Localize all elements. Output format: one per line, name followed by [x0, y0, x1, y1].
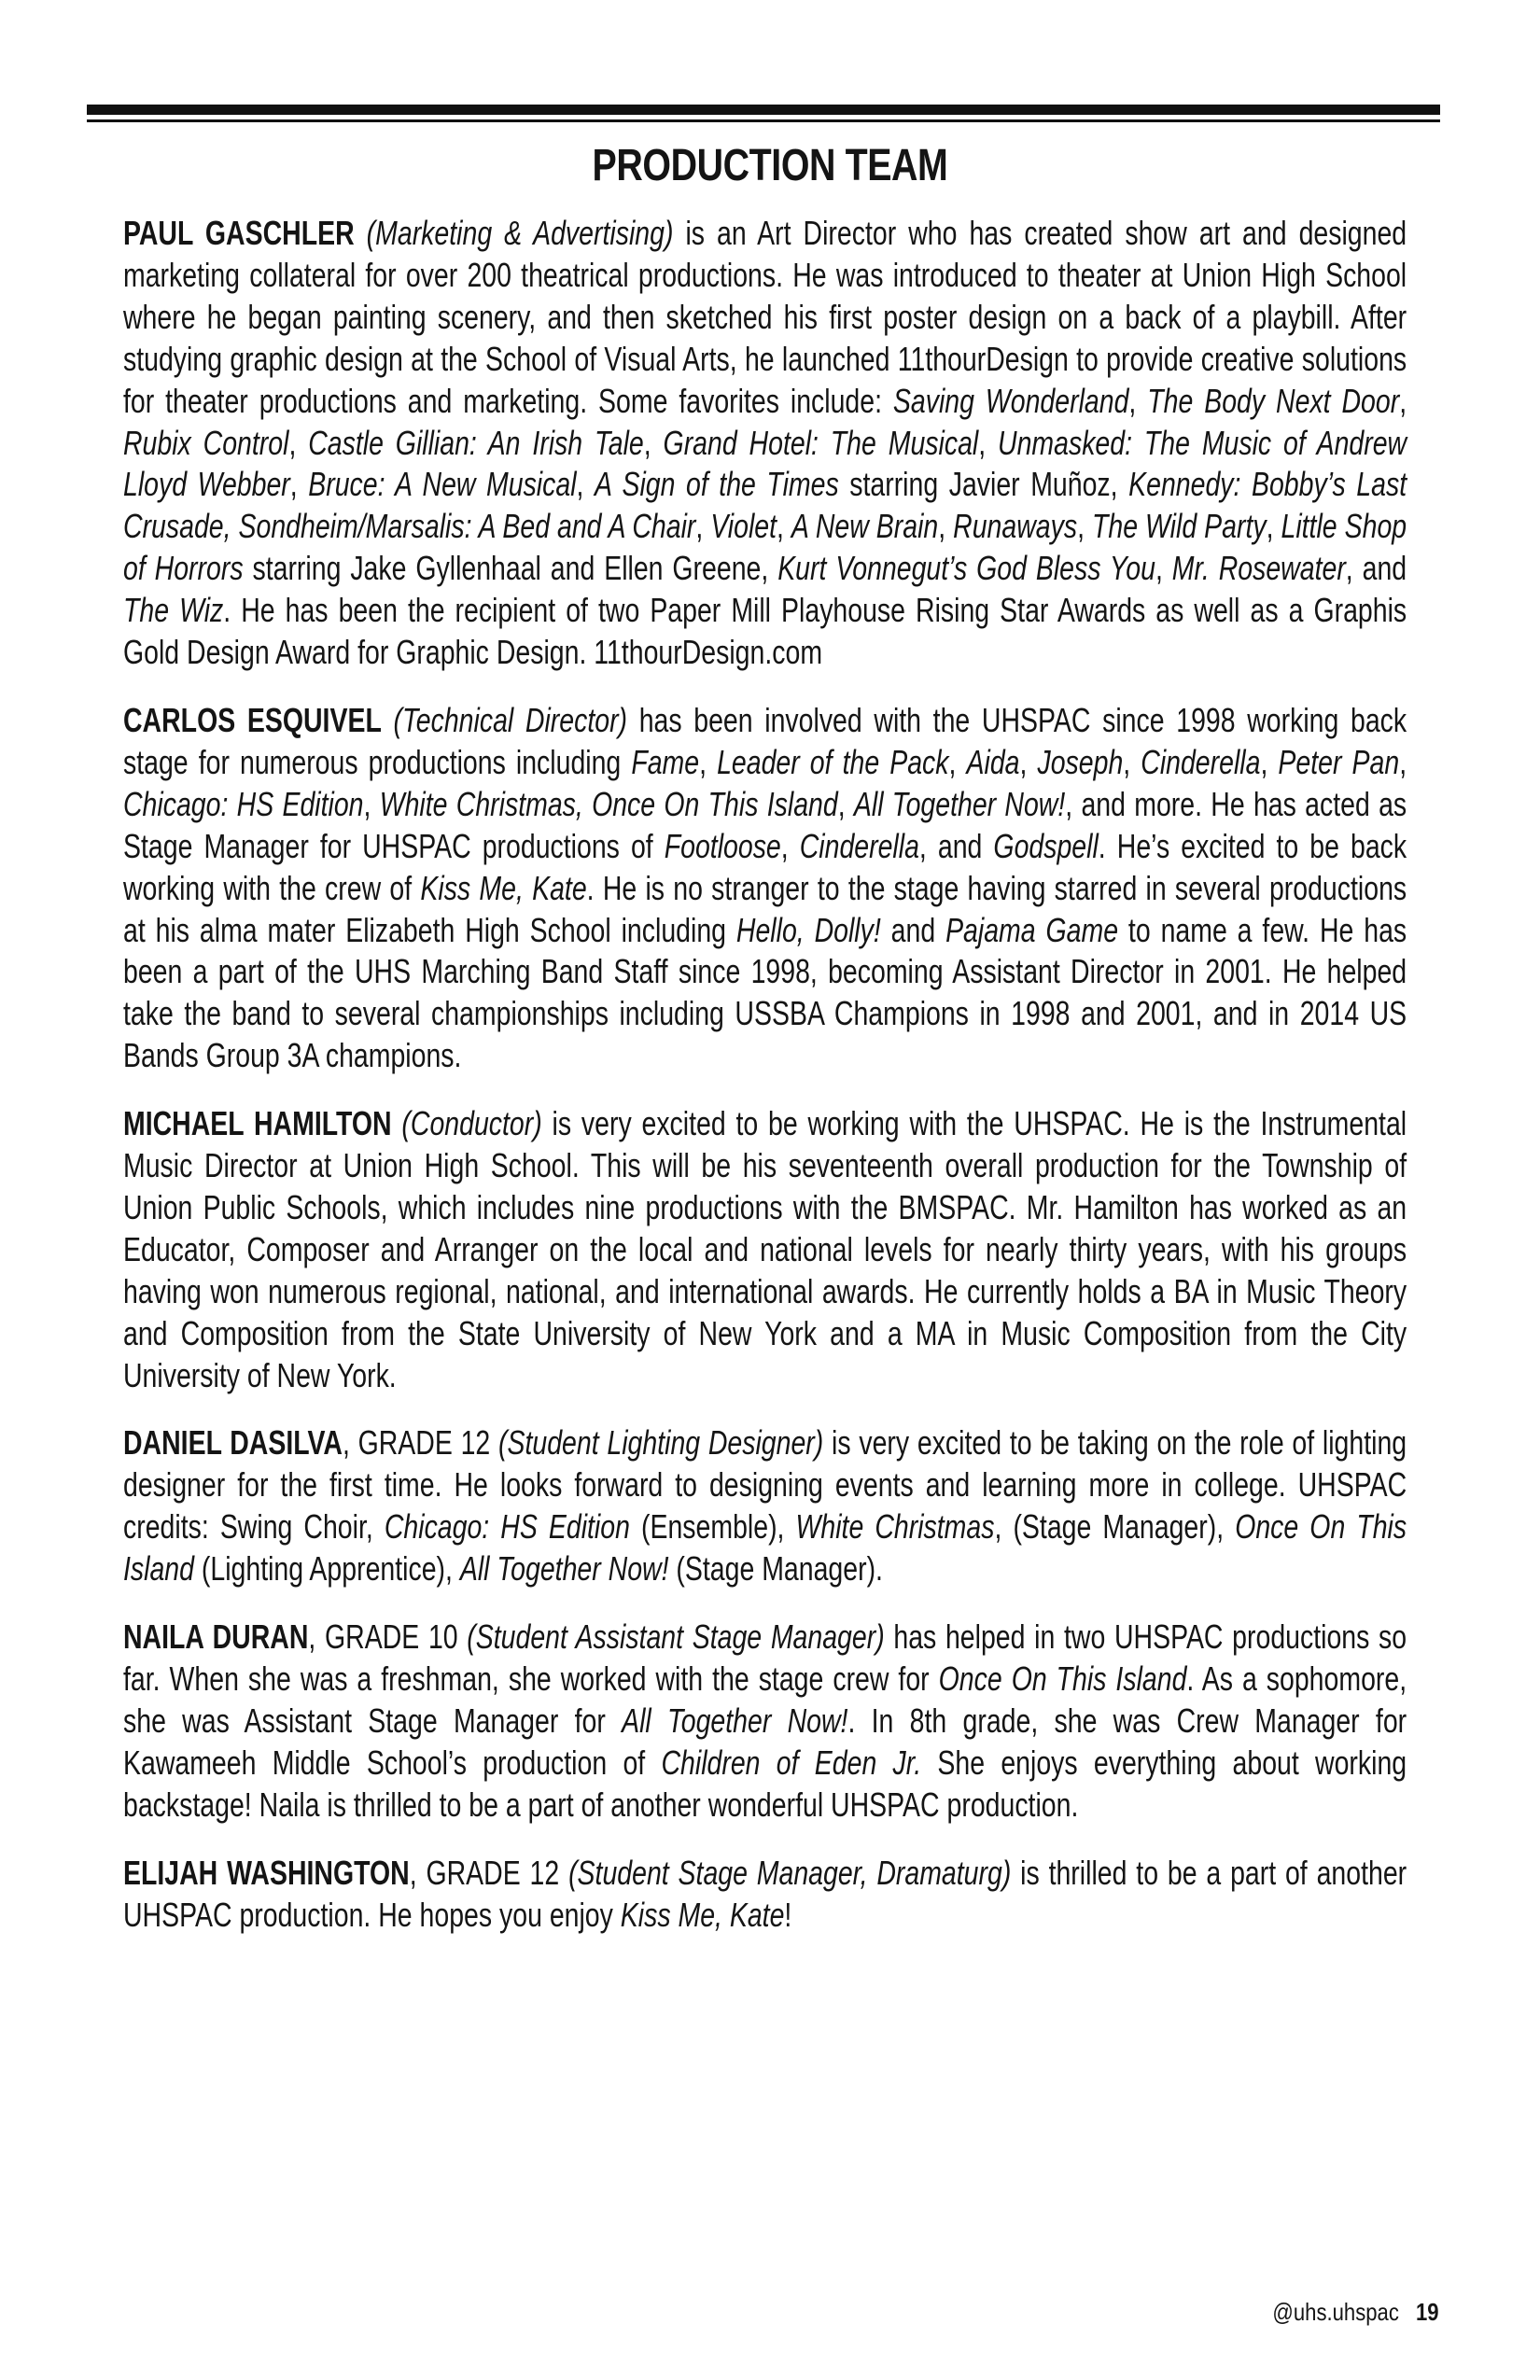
- bio-italic-text: (Student Stage Manager, Dramaturg): [568, 1853, 1012, 1892]
- bio-text: starring Jake Gyllenhaal and Ellen Greene,: [243, 549, 778, 588]
- bio-paragraph: [123, 1617, 1407, 1827]
- bio-text: ,: [1155, 549, 1172, 588]
- bio-paragraph: [123, 1853, 1407, 1937]
- bio-text: ,: [780, 826, 800, 865]
- bio-text: ,: [289, 465, 309, 504]
- bio-text: , and: [918, 826, 994, 865]
- bio-italic-text: (Marketing & Advertising): [366, 214, 674, 252]
- bio-italic-text: (Student Lighting Designer): [498, 1423, 824, 1463]
- bio-text: . He’s excited to be back working with the crew of: [123, 826, 1407, 907]
- bio-text: , GRADE 12: [342, 1423, 499, 1463]
- bio-text: ,: [1128, 381, 1148, 420]
- bio-italic-text: Chicago: HS Edition: [384, 1507, 630, 1547]
- bio-italic-text: Castle Gillian: An Irish Tale: [308, 423, 644, 462]
- bio-text: ,: [1077, 507, 1092, 546]
- bio-text: [382, 701, 394, 739]
- bio-text: . As a sophomore, she was Assistant Stage Manager for: [123, 1659, 1407, 1740]
- bio-text: !: [784, 1895, 792, 1934]
- bio-text: has been involved with the UHSPAC since 1998 working back stage for numerous productions including: [123, 700, 1407, 781]
- bio-text: ,: [1399, 381, 1407, 420]
- bio-italic-text: Mr. Rosewater: [1171, 549, 1346, 588]
- bio-italic-text: All Together Now!: [853, 784, 1066, 823]
- bio-text: is an Art Director who has created show art and designed marketing collateral for over 200 theatrical productions. He was introduced to theater at Union High School where he began painting scenery, and then sketched his first poster design on a back of a playbill. After studying graphic design at the School of Visual Arts, he launched 11thourDesign to provide creative solutions for theater productions and marketing. Some favorites include:: [123, 214, 1407, 420]
- bio-text: ,: [643, 423, 664, 462]
- bio-text: ,: [948, 742, 967, 781]
- bio-text: ,: [1266, 507, 1281, 546]
- bio-paragraph: [123, 1422, 1407, 1590]
- bio-text: , GRADE 12: [409, 1853, 569, 1892]
- bio-italic-text: Little Shop of Horrors: [123, 507, 1407, 588]
- bio-text: , and more. He has acted as Stage Manager for UHSPAC productions of: [123, 784, 1407, 865]
- bio-italic-text: Cinderella: [799, 826, 919, 865]
- bio-text: (Stage Manager).: [668, 1549, 883, 1589]
- bio-name: NAILA DURAN: [123, 1617, 309, 1657]
- bio-italic-text: Chicago: HS Edition: [123, 784, 364, 823]
- bio-italic-text: Kiss Me, Kate: [420, 868, 587, 907]
- bio-italic-text: Footloose: [664, 826, 781, 865]
- header-rule-thin: [87, 119, 1440, 122]
- bio-paragraph: [123, 213, 1407, 674]
- bio-paragraph: [123, 700, 1407, 1077]
- bio-text: , and: [1345, 549, 1407, 588]
- bio-text: , (Stage Manager),: [994, 1507, 1236, 1547]
- bio-text: ,: [288, 423, 309, 462]
- bio-italic-text: Saving Wonderland: [892, 381, 1129, 420]
- bio-italic-text: The Body Next Door: [1147, 381, 1400, 420]
- bio-text: ,: [1399, 742, 1407, 781]
- bio-italic-text: All Together Now!: [459, 1549, 669, 1589]
- bio-italic-text: Violet: [710, 507, 777, 546]
- bio-text: (Ensemble),: [629, 1507, 796, 1547]
- bio-text: is very excited to be working with the UHSPAC. He is the Instrumental Music Director at Union High School. This will be his seventeenth overall production for the Township of Union Public Schools, which includes nine productions with the BMSPAC. Mr. Hamilton has worked as an Educator, Composer and Arranger on the local and national levels for nearly thirty years, with his groups having won numerous regional, national, and international awards. He currently holds a BA in Music Theory and Composition from the State University of New York and a MA in Music Composition from the City University of New York.: [123, 1104, 1407, 1394]
- bio-text: . He is no stranger to the stage having starred in several productions at his alma mater Elizabeth High School including: [123, 868, 1407, 949]
- bio-italic-text: Leader of the Pack: [717, 742, 949, 781]
- bio-italic-text: White Christmas, Once On This Island: [379, 784, 838, 823]
- bio-text: has helped in two UHSPAC productions so far. When she was a freshman, she worked with the stage crew for: [123, 1617, 1407, 1698]
- bio-name: DANIEL DASILVA: [123, 1423, 343, 1463]
- bio-paragraph: [123, 1103, 1407, 1396]
- social-handle: @uhs.uhspac: [1272, 2298, 1400, 2326]
- bio-text: . In 8th grade, she was Crew Manager for Kawameeh Middle School’s production of: [123, 1701, 1407, 1782]
- bio-name: PAUL GASCHLER: [123, 214, 355, 252]
- bio-text: is thrilled to be a part of another UHSPAC production. He hopes you enjoy: [123, 1853, 1407, 1934]
- bio-text: ,: [699, 742, 718, 781]
- bio-italic-text: Unmasked: The Music of Andrew Lloyd Webber: [123, 423, 1407, 504]
- bio-text: ,: [1260, 742, 1279, 781]
- bio-italic-text: Kennedy: Bobby’s Last Crusade, Sondheim/Marsalis: A Bed and A Chair: [123, 465, 1407, 546]
- bio-italic-text: White Christmas: [795, 1507, 995, 1547]
- bio-text: [355, 214, 367, 252]
- bio-italic-text: (Conductor): [401, 1104, 542, 1143]
- bio-name: CARLOS ESQUIVEL: [123, 700, 382, 739]
- bio-italic-text: All Together Now!: [622, 1701, 848, 1740]
- bio-text: (Lighting Apprentice),: [193, 1549, 460, 1589]
- bio-text: [392, 1104, 402, 1142]
- bio-text: ,: [1123, 742, 1141, 781]
- bio-italic-text: (Technical Director): [393, 700, 628, 739]
- bio-italic-text: Grand Hotel: The Musical: [663, 423, 979, 462]
- bio-italic-text: Hello, Dolly!: [735, 910, 881, 949]
- bio-italic-text: The Wiz: [123, 591, 224, 630]
- bio-italic-text: Kurt Vonnegut’s God Bless You: [777, 549, 1155, 588]
- bio-text: ,: [576, 465, 595, 504]
- bio-text: ,: [938, 507, 954, 546]
- bio-italic-text: (Student Assistant Stage Manager): [467, 1617, 885, 1657]
- bio-text: She enjoys everything about working backstage! Naila is thrilled to be a part of another wonderful UHSPAC production.: [123, 1743, 1407, 1824]
- bio-text: ,: [978, 423, 999, 462]
- bio-italic-text: Bruce: A New Musical: [308, 465, 577, 504]
- bio-italic-text: Joseph: [1037, 742, 1124, 781]
- bios-container: [123, 213, 1407, 1962]
- bio-text: . He has been the recipient of two Paper Mill Playhouse Rising Star Awards as well as a Graphis Gold Design Award for Graphic Design. 11thourDesign.com: [123, 591, 1407, 672]
- bio-name: MICHAEL HAMILTON: [123, 1104, 392, 1143]
- bio-italic-text: Peter Pan: [1278, 742, 1400, 781]
- bio-italic-text: Pajama Game: [945, 910, 1119, 949]
- header-rule-thick: [87, 105, 1440, 115]
- bio-text: ,: [363, 784, 380, 823]
- bio-text: to name a few. He has been a part of the UHS Marching Band Staff since 1998, becoming Assistant Director in 2001. He helped take the band to several championships including USSBA Champions in 1998 and 2001, and in 2014 US Bands Group 3A champions.: [123, 910, 1407, 1075]
- bio-italic-text: The Wild Party: [1091, 507, 1267, 546]
- bio-italic-text: Fame: [631, 742, 700, 781]
- bio-text: ,: [837, 784, 854, 823]
- bio-italic-text: Aida: [966, 742, 1020, 781]
- bio-italic-text: Children of Eden Jr.: [661, 1743, 922, 1782]
- bio-italic-text: Cinderella: [1141, 742, 1261, 781]
- page-number: 19: [1416, 2298, 1439, 2326]
- page-title: PRODUCTION TEAM: [592, 141, 948, 190]
- bio-text: starring Javier Muñoz,: [838, 465, 1129, 504]
- bio-italic-text: A New Brain: [791, 507, 939, 546]
- bio-italic-text: Once On This Island: [938, 1659, 1187, 1698]
- bio-italic-text: Kiss Me, Kate: [620, 1895, 785, 1934]
- bio-text: is very excited to be taking on the role of lighting designer for the first time. He looks forward to designing events and learning more in college. UHSPAC credits: Swing Choir,: [123, 1423, 1407, 1547]
- page-footer: [1273, 2298, 1439, 2327]
- bio-text: ,: [1019, 742, 1038, 781]
- bio-text: ,: [777, 507, 791, 546]
- bio-italic-text: Once On This Island: [123, 1507, 1407, 1589]
- bio-name: ELIJAH WASHINGTON: [123, 1853, 410, 1892]
- bio-italic-text: Runaways: [953, 507, 1078, 546]
- bio-italic-text: Godspell: [993, 826, 1099, 865]
- bio-italic-text: Rubix Control: [123, 423, 289, 462]
- bio-text: and: [880, 910, 946, 949]
- bio-text: ,: [695, 507, 711, 546]
- bio-text: , GRADE 10: [308, 1617, 468, 1657]
- bio-italic-text: A Sign of the Times: [594, 465, 839, 504]
